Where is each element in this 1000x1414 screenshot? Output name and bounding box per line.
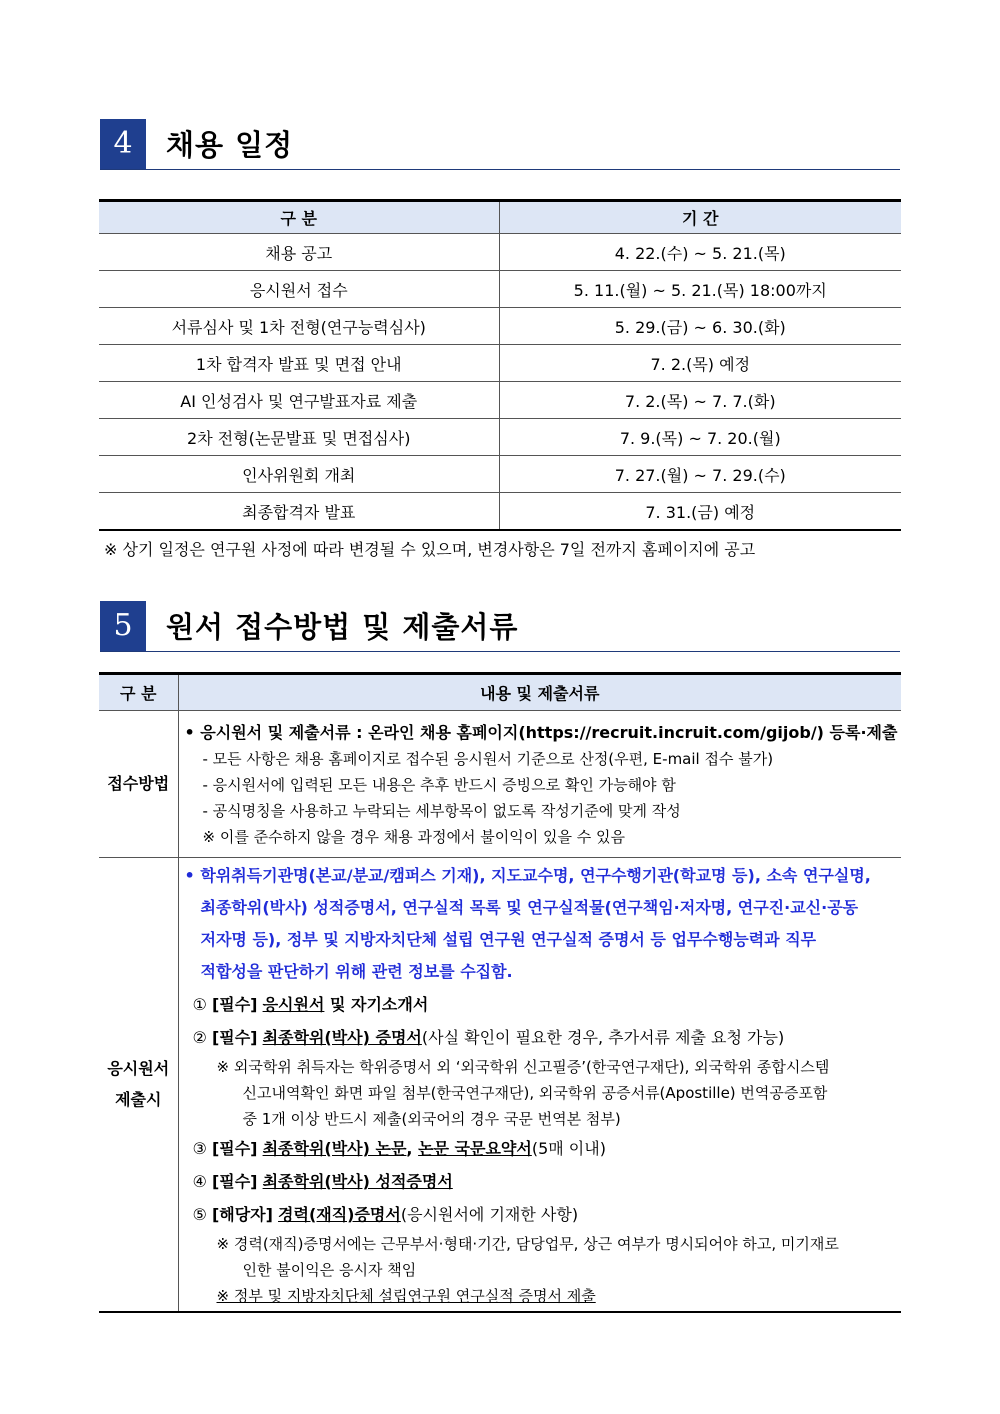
section-number-badge: 4: [100, 119, 146, 169]
item-number: ③: [192, 1139, 207, 1158]
item-description: (5매 이내): [531, 1139, 606, 1158]
period-cell: 4. 22.(수) ~ 5. 21.(목): [499, 234, 901, 271]
note-line: ※ 경력(재직)증명서에는 근무부서·형태·기간, 담당업무, 상근 여부가 명시되어야 하고, 미기재로: [216, 1235, 839, 1253]
notice-text: 학위취득기관명(본교/분교/캠퍼스 기재), 지도교수명, 연구수행기관(학교명 등), 소속 연구실명,: [200, 866, 871, 885]
note-line: 중 1개 이상 반드시 제출(외국어의 경우 국문 번역본 첨부): [242, 1110, 621, 1128]
item-document: 최종학위(박사) 성적증명서: [262, 1172, 453, 1191]
row-label: 접수방법: [99, 711, 178, 858]
required-document-item: [185, 1021, 898, 1054]
column-header: 내용 및 제출서류: [178, 674, 901, 711]
submission-content: [178, 858, 901, 1313]
bullet-dot: •: [184, 866, 195, 885]
item-document: 응시원서: [262, 995, 325, 1014]
row-label-line: 제출시: [115, 1089, 162, 1109]
method-note: - 공식명칭을 사용하고 누락되는 세부항목이 없도록 작성기준에 맞게 작성: [202, 802, 681, 820]
item-tag: [해당자]: [211, 1205, 273, 1224]
period-cell: 5. 29.(금) ~ 6. 30.(화): [499, 308, 901, 345]
item-description: (사실 확인이 필요한 경우, 추가서류 제출 요청 가능): [421, 1028, 785, 1047]
item-document: 최종학위(박사) 증명서: [262, 1028, 422, 1047]
notice-paragraph: [185, 860, 898, 988]
stage-cell: 응시원서 접수: [99, 271, 499, 308]
note-line: 신고내역확인 화면 파일 첨부(한국연구재단), 외국학위 공증서류(Apostille) 번역공증포함: [242, 1084, 828, 1102]
method-note: ※ 이를 준수하지 않을 경우 채용 과정에서 불이익이 있을 수 있음: [202, 828, 626, 846]
section-5-header: [100, 601, 900, 652]
schedule-note: ※ 상기 일정은 연구원 사정에 따라 변경될 수 있으며, 변경사항은 7일 전까지 홈페이지에 공고: [104, 540, 756, 559]
period-cell: 7. 27.(월) ~ 7. 29.(수): [499, 456, 901, 493]
section-number-badge: 5: [100, 601, 146, 651]
column-header: 구 분: [99, 201, 499, 234]
required-document-item: [185, 988, 898, 1021]
item-tag: [필수]: [211, 1139, 258, 1158]
item-number: ①: [192, 995, 207, 1014]
method-content: [178, 711, 901, 858]
notice-line: 최종학위(박사) 성적증명서, 연구실적 목록 및 연구실적물(연구책임·저자명, 연구진·교신·공동: [200, 898, 859, 917]
period-cell: 7. 31.(금) 예정: [499, 493, 901, 531]
stage-cell: 인사위원회 개최: [99, 456, 499, 493]
table-row: [99, 858, 901, 1313]
table-header-row: [99, 201, 901, 234]
item-number: ②: [192, 1028, 207, 1047]
notice-line: 저자명 등), 정부 및 지방자치단체 설립 연구원 연구실적 증명서 등 업무수행능력과 직무: [200, 930, 817, 949]
item-tag: [필수]: [211, 1028, 258, 1047]
stage-cell: 서류심사 및 1차 전형(연구능력심사): [99, 308, 499, 345]
table-row: [99, 271, 901, 308]
conditional-document-item: [185, 1198, 898, 1231]
table-header-row: [99, 674, 901, 711]
item-separator: ,: [406, 1139, 419, 1158]
item-number: ④: [192, 1172, 207, 1191]
submission-table: [99, 672, 901, 1313]
table-row: [99, 711, 901, 858]
item-document: 최종학위(박사) 논문: [262, 1139, 407, 1158]
table-row: [99, 308, 901, 345]
item-tag: [필수]: [211, 1172, 258, 1191]
stage-cell: 최종합격자 발표: [99, 493, 499, 531]
period-cell: 7. 9.(목) ~ 7. 20.(월): [499, 419, 901, 456]
row-label-line: 응시원서: [107, 1059, 170, 1079]
column-header: 구 분: [99, 674, 178, 711]
note-line: 인한 불이익은 응시자 책임: [242, 1261, 417, 1279]
method-note: - 응시원서에 입력된 모든 내용은 추후 반드시 증빙으로 확인 가능해야 함: [202, 776, 676, 794]
table-row: [99, 493, 901, 531]
item-document: 경력(재직)증명서: [278, 1205, 401, 1224]
note-line: ※ 외국학위 취득자는 학위증명서 외 ‘외국학위 신고필증’(한국연구재단), 외국학위 종합시스템: [216, 1058, 830, 1076]
method-bullet: • 응시원서 및 제출서류 : 온라인 채용 홈페이지(https://recruit.incruit.com/gijob/) 등록·제출: [184, 723, 898, 742]
stage-cell: 1차 합격자 발표 및 면접 안내: [99, 345, 499, 382]
section-title: 채용 일정: [166, 128, 294, 162]
row-label: [99, 858, 178, 1313]
item-document: 논문 국문요약서: [418, 1139, 532, 1158]
table-row: [99, 382, 901, 419]
stage-cell: 2차 전형(논문발표 및 면접심사): [99, 419, 499, 456]
item-notes: [185, 1231, 898, 1309]
table-row: [99, 456, 901, 493]
period-cell: 7. 2.(목) ~ 7. 7.(화): [499, 382, 901, 419]
period-cell: 5. 11.(월) ~ 5. 21.(목) 18:00까지: [499, 271, 901, 308]
table-row: [99, 234, 901, 271]
section-4-header: [100, 119, 900, 170]
schedule-table: [99, 199, 901, 531]
item-notes: [185, 1054, 898, 1132]
item-tag: [필수]: [211, 995, 258, 1014]
stage-cell: 채용 공고: [99, 234, 499, 271]
item-number: ⑤: [192, 1205, 207, 1224]
item-description: (응시원서에 기재한 사항): [400, 1205, 579, 1224]
table-row: [99, 345, 901, 382]
period-cell: 7. 2.(목) 예정: [499, 345, 901, 382]
method-note: - 모든 사항은 채용 홈페이지로 접수된 응시원서 기준으로 산정(우편, E-mail 접수 불가): [202, 750, 774, 768]
item-document-extra: 및 자기소개서: [324, 995, 429, 1014]
column-header: 기 간: [499, 201, 901, 234]
stage-cell: AI 인성검사 및 연구발표자료 제출: [99, 382, 499, 419]
table-row: [99, 419, 901, 456]
notice-line: [185, 860, 898, 892]
note-line: ※ 정부 및 지방자치단체 설립연구원 연구실적 증명서 제출: [216, 1287, 596, 1305]
required-document-item: [185, 1132, 898, 1165]
notice-line: 적합성을 판단하기 위해 관련 정보를 수집함.: [200, 962, 513, 981]
section-title: 원서 접수방법 및 제출서류: [166, 610, 519, 644]
required-document-item: [185, 1165, 898, 1198]
